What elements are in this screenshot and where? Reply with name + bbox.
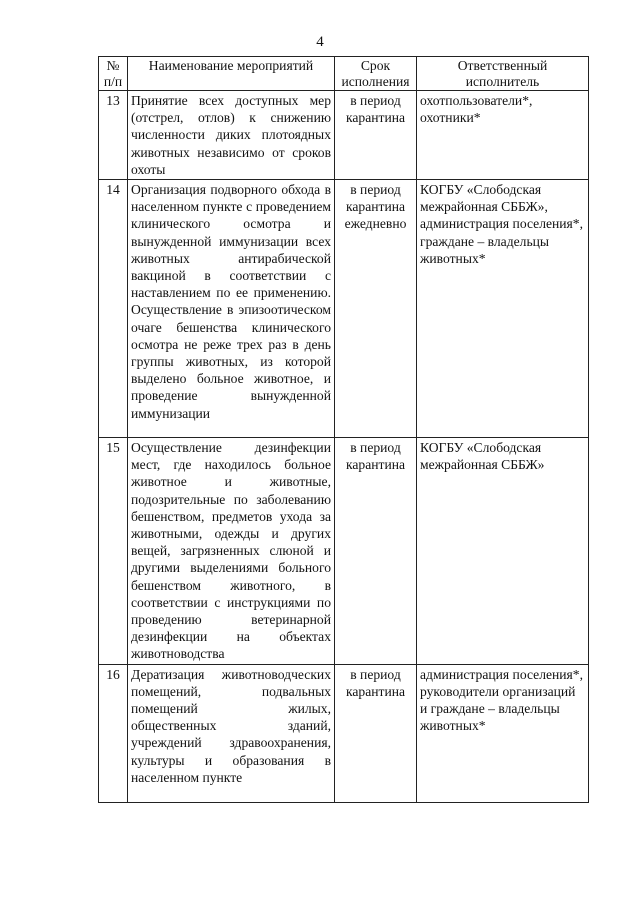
measure-name: Осуществление дезинфекции мест, где находилось больное животное и животные, подозрительные по заболеванию бешенством, предметов ухода за животными, одежды и других вещей, загрязненных слюной и другими выделениями больного бешенством животного, в соответствии с инструкциями по проведению ветеринарной дезинфекции на объектах животноводства [128,438,335,665]
header-number: № п/п [99,57,128,91]
measure-responsible: администрация поселения*, руководители организаций и граждане – владельцы животных* [417,664,589,802]
measure-term: в период карантина [335,438,417,665]
measure-term: в период карантина ежедневно [335,180,417,438]
header-responsible: Ответственный исполнитель [417,57,589,91]
measure-name: Принятие всех доступных мер (отстрел, отлов) к снижению численности диких плотоядных животных независимо от сроков охоты [128,91,335,180]
table-row [99,180,589,438]
header-measure-name: Наименование мероприятий [128,57,335,91]
measures-table [98,56,589,803]
measure-responsible: КОГБУ «Слободская межрайонная СББЖ» [417,438,589,665]
page-number: 4 [316,34,324,50]
row-number: 15 [99,438,128,665]
row-number: 14 [99,180,128,438]
row-number: 13 [99,91,128,180]
row-number: 16 [99,664,128,802]
table-row [99,91,589,180]
measure-name: Организация подворного обхода в населенном пункте с проведением клинического осмотра и вынужденной иммунизации всех животных антирабической вакциной в соответствии с наставлением по ее применению. Осуществление в эпизоотическом очаге бешенства клинического осмотра не реже трех раз в день группы животных, из которой выделено больное животное, и проведение вынужденной иммунизации [128,180,335,438]
measure-term: в период карантина [335,664,417,802]
header-term: Срок исполнения [335,57,417,91]
measure-responsible: охотпользователи*, охотники* [417,91,589,180]
measure-term: в период карантина [335,91,417,180]
table-row [99,438,589,665]
table-row [99,664,589,802]
measure-responsible: КОГБУ «Слободская межрайонная СББЖ», администрация поселения*, граждане – владельцы животных* [417,180,589,438]
table-header-row [99,57,589,91]
measure-name: Дератизация животноводческих помещений, подвальных помещений жилых, общественных зданий, учреждений здравоохранения, культуры и образования в населенном пункте [128,664,335,802]
